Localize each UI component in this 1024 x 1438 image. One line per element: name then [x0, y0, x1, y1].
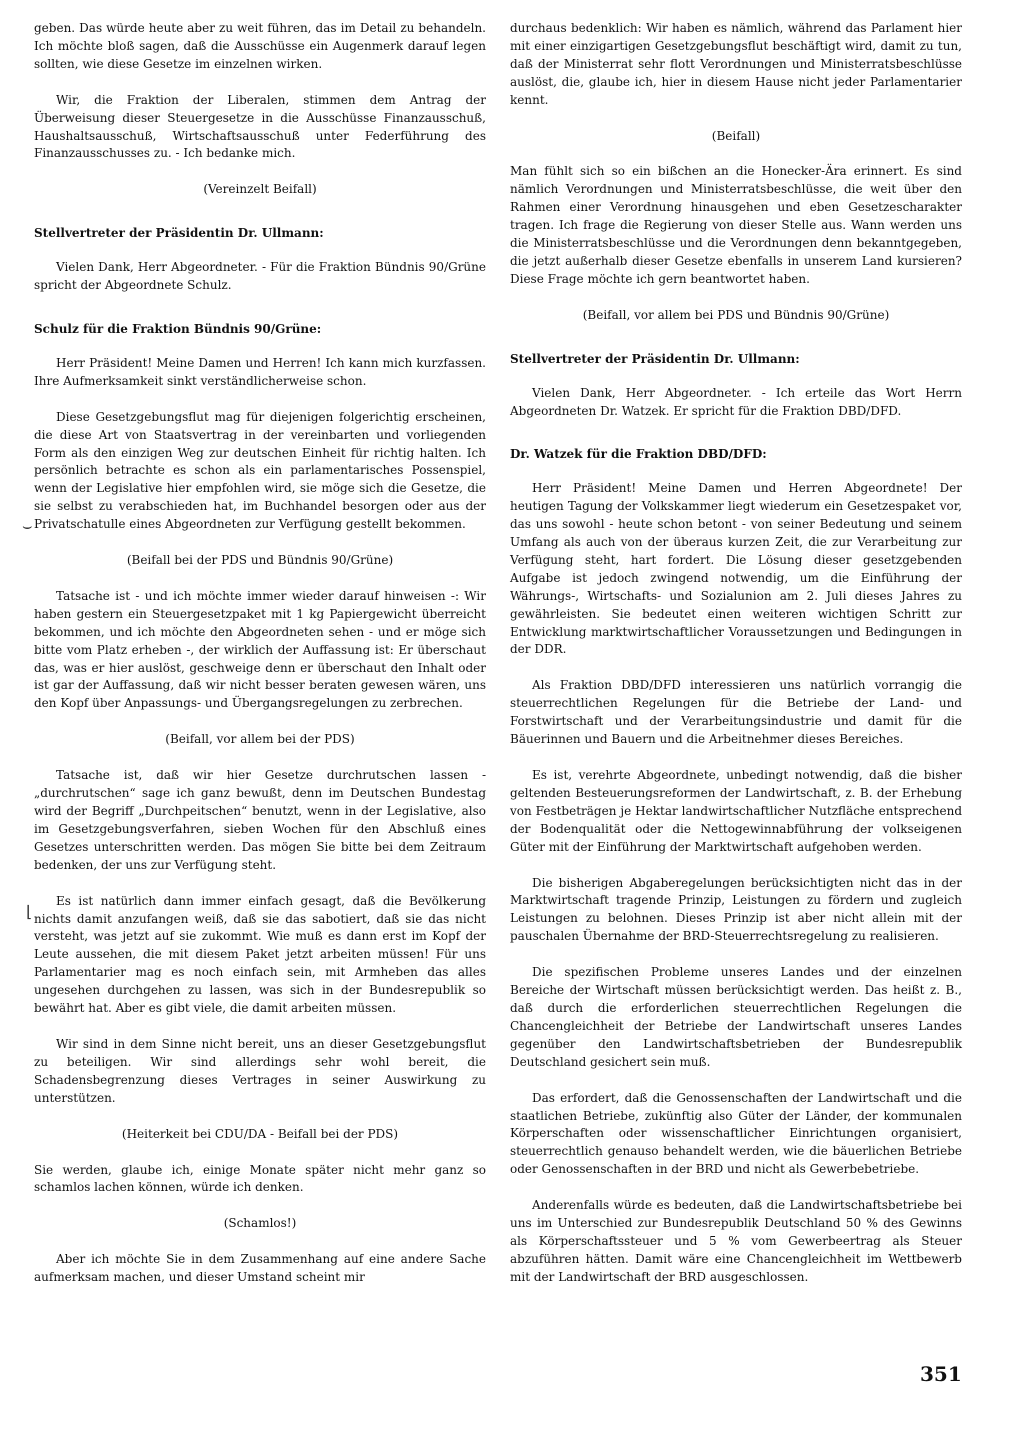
interjection: (Beifall) [711, 128, 761, 143]
paragraph: Herr Präsident! Meine Damen und Herren Abgeordnete! Der heutigen Tagung der Volkskammer liegt wiederum ein Gesetzespaket vor, das uns sowohl - heute schon betont - von seiner Bedeutung und seinem Umfang als auch von der überaus kurzen Zeit, die zur Verarbeitung zur Verfügung steht, hart fordert. Die Lösung dieser gesetzgebenden Aufgabe ist jedoch zwingend notwendig, um die Einführung der Währungs-, Wirtschafts- und Sozialunion am 2. Juli dieses Jahres zu gewährleisten. Sie bedeutet einen weiteren wichtigen Schritt zur Entwicklung marktwirtschaftlicher Voraussetzungen und Bedingungen in der DDR. [510, 481, 962, 657]
paragraph: Diese Gesetzgebungsflut mag für diejenigen folgerichtig erscheinen, die diese Art von Staatsvertrag in der vereinbarten und vorliegenden Form als den einzigen Weg zur deutschen Einheit für richtig halten. Ich persönlich betrachte es schon als ein parlamentarisches Possenspiel, wenn der Legislative hier empfohlen wird, sie möge sich die Gesetze, die sie selbst zu verabschieden hat, im Buchhandel besorgen oder aus der Privatschatulle eines Abgeordneten zur Verfügung gestellt bekommen. [34, 409, 486, 532]
interjection: (Beifall, vor allem bei der PDS) [165, 732, 355, 747]
paragraph: Vielen Dank, Herr Abgeordneter. - Ich erteile das Wort Herrn Abgeordneten Dr. Watzek. Er spricht für die Fraktion DBD/DFD. [510, 385, 962, 418]
speaker-heading: Dr. Watzek für die Fraktion DBD/DFD: [510, 447, 767, 462]
right-column [510, 20, 962, 1305]
paragraph: Sie werden, glaube ich, einige Monate später nicht mehr ganz so schamlos lachen können, würde ich denken. [34, 1162, 486, 1195]
paragraph: Herr Präsident! Meine Damen und Herren! Ich kann mich kurzfassen. Ihre Aufmerksamkeit sinkt verständlicherweise schon. [34, 355, 486, 388]
page-number: 351 [920, 1362, 962, 1386]
paragraph: Man fühlt sich so ein bißchen an die Honecker-Ära erinnert. Es sind nämlich Verordnungen und Ministerratsbeschlüsse, die weit über den Rahmen einer Verordnung hinausgehen und eben Gesetzescharakter tragen. Ich frage die Regierung von dieser Stelle aus. Wann werden uns die Ministerratsbeschlüsse und die Verordnungen denn bekanntgegeben, die jetzt außerhalb dieser Gesetze ebenfalls in unserem Land kursieren? Diese Frage möchte ich gern beantwortet haben. [510, 164, 962, 286]
paragraph: Die spezifischen Probleme unseres Landes und der einzelnen Bereiche der Wirtschaft müssen berücksichtigt werden. Das heißt z. B., daß durch die erforderlichen steuerrechtlichen Regelungen die Chancengleichheit der Betriebe der Landwirtschaft unseres Landes gegenüber den Landwirtschaftsbetrieben der Bundesrepublik Deutschland gesichert sein muß. [510, 965, 962, 1069]
paragraph: Wir, die Fraktion der Liberalen, stimmen dem Antrag der Überweisung dieser Steuergesetze in die Ausschüsse Finanzausschuß, Haushaltsausschuß, Wirtschaftsausschuß unter Federführung des Finanzausschusses zu. - Ich bedanke mich. [34, 92, 486, 161]
paragraph: Die bisherigen Abgaberegelungen berücksichtigten nicht das in der Marktwirtschaft tragende Prinzip, Leistungen zu fördern und zugleich Leistungen zu belohnen. Dieses Prinzip ist aber nicht allein mit der pauschalen Übernahme der BRD-Steuerrechtsregelung zu realisieren. [510, 875, 962, 944]
speaker-heading: Stellvertreter der Präsidentin Dr. Ullmann: [510, 351, 800, 366]
paragraph: Tatsache ist, daß wir hier Gesetze durchrutschen lassen - „durchrutschen“ sage ich ganz bewußt, denn im Deutschen Bundestag wird der Begriff „Durchpeitschen“ benutzt, wenn in der Legislative, also im Gesetzgebungsverfahren, sieben Wochen für den Abschluß eines Gesetzes unterschritten werden. Das mögen Sie bitte bei dem Zeitraum bedenken, der uns zur Verfügung steht. [34, 768, 486, 872]
paragraph: geben. Das würde heute aber zu weit führen, das im Detail zu behandeln. Ich möchte bloß sagen, daß die Ausschüsse ein Augenmerk darauf legen sollten, wie diese Gesetze im einzelnen wirken. [34, 21, 486, 71]
speaker-heading: Stellvertreter der Präsidentin Dr. Ullmann: [34, 226, 324, 241]
paragraph: Das erfordert, daß die Genossenschaften der Landwirtschaft und die staatlichen Betriebe, zukünftig also Güter der Länder, der kommunalen Körperschaften oder wissenschaftlicher Einrichtungen organisiert, steuerrechtlich genauso behandelt werden, wie die bäuerlichen Betriebe oder Genossenschaften in der BRD und nicht als Gewerbebetriebe. [510, 1090, 962, 1177]
interjection: (Beifall, vor allem bei PDS und Bündnis 90/Grüne) [582, 307, 890, 322]
interjection: (Beifall bei der PDS und Bündnis 90/Grüne) [126, 553, 394, 568]
paragraph: Es ist, verehrte Abgeordnete, unbedingt notwendig, daß die bisher geltenden Besteuerungsreformen der Landwirtschaft, z. B. der Erhebung von Festbeträgen je Hektar landwirtschaftlicher Nutzfläche entsprechend der Bodenqualität oder die Nettogewinnabführung der volkseigenen Güter mit der Einführung der Marktwirtschaft aufgehoben werden. [510, 768, 962, 854]
paragraph: Anderenfalls würde es bedeuten, daß die Landwirtschaftsbetriebe bei uns im Unterschied zur Bundesrepublik Deutschland 50 % des Gewinns als Körperschaftssteuer und 5 % vom Gewerbeertrag als Steuer abzuführen hätten. Damit wäre eine Chancengleichheit im Wettbewerb mit der Landwirtschaft der BRD ausgeschlossen. [510, 1198, 962, 1284]
paragraph: Vielen Dank, Herr Abgeordneter. - Für die Fraktion Bündnis 90/Grüne spricht der Abgeordnete Schulz. [34, 260, 486, 293]
paragraph: Tatsache ist - und ich möchte immer wieder darauf hinweisen -: Wir haben gestern ein Steuergesetzpaket mit 1 kg Papiergewicht überreicht bekommen, und ich möchte den Abgeordneten sehen - und er möge sich bitte vom Platz erheben -, der wirklich der Auffassung ist: Er überschaut das, was er hier auslöst, geschweige denn er überschaut den Inhalt oder ist gar der Auffassung, daß wir nicht besser beraten gewesen wären, uns den Kopf über Anpassungs- und Übergangsregelungen zu zerbrechen. [34, 588, 486, 711]
left-column [34, 20, 486, 1305]
margin-mark-icon: ⌊ [26, 902, 33, 921]
paragraph: Wir sind in dem Sinne nicht bereit, uns an dieser Gesetzgebungsflut zu beteiligen. Wir sind allerdings sehr wohl bereit, die Schadensbegrenzung dieses Vertrages in seiner Auswirkung zu unterstützen. [34, 1036, 486, 1105]
margin-mark-icon: ⌣ [22, 516, 33, 535]
paragraph: durchaus bedenklich: Wir haben es nämlich, während das Parlament hier mit einer einzigartigen Gesetzgebungsflut beschäftigt wird, damit zu tun, daß der Ministerrat sehr flott Verordnungen und Ministerratsbeschlüsse auslöst, die, glaube ich, hier in diesem Hause nicht jeder Parlamentarier kennt. [510, 21, 962, 107]
speaker-heading: Schulz für die Fraktion Bündnis 90/Grüne: [34, 321, 322, 336]
paragraph: Als Fraktion DBD/DFD interessieren uns natürlich vorrangig die steuerrechtlichen Regelungen für die Betriebe der Land- und Forstwirtschaft und der Verarbeitungsindustrie und damit für die Bäuerinnen und Bauern und die Arbeitnehmer dieses Bereiches. [510, 678, 962, 747]
paragraph: Aber ich möchte Sie in dem Zusammenhang auf eine andere Sache aufmerksam machen, und dieser Umstand scheint mir [34, 1252, 486, 1285]
interjection: (Vereinzelt Beifall) [203, 182, 317, 197]
interjection: (Heiterkeit bei CDU/DA - Beifall bei der PDS) [121, 1126, 399, 1141]
interjection: (Schamlos!) [223, 1216, 297, 1231]
paragraph: Es ist natürlich dann immer einfach gesagt, daß die Bevölkerung nichts damit anzufangen weiß, daß sie das sabotiert, daß sie das nicht versteht, was jetzt auf sie zukommt. Wie muß es dann erst im Kopf der Leute aussehen, die mit diesem Paket jetzt arbeiten müssen! Für uns Parlamentarier mag es noch einfach sein, mit Armheben das alles ungesehen durchgehen zu lassen, was sich in der Bundesrepublik so bewährt hat. Aber es gibt viele, die damit arbeiten müssen. [34, 893, 486, 1016]
